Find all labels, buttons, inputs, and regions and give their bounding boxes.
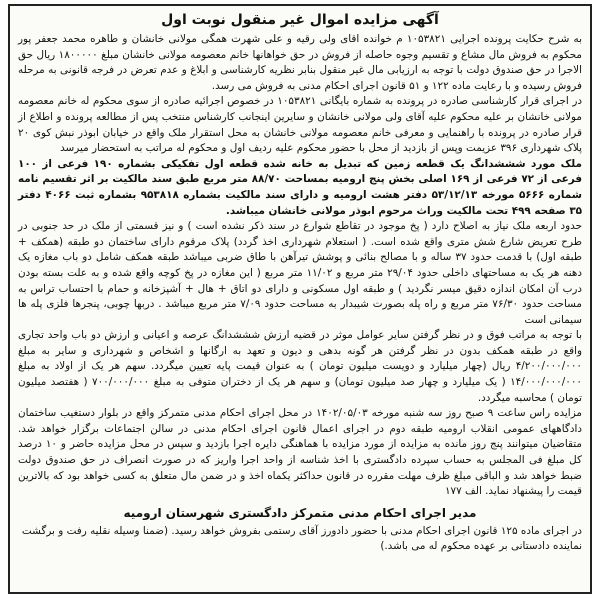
- notice-title: آگهی مزایده اموال غیر منقول نوبت اول: [161, 12, 439, 28]
- notice-footer: در اجرای ماده ۱۲۵ قانون اجرای احکام مدنی با حضور دادورز آقای رستمی بفروش خواهد رسید. (ضمنا وسیله نقلیه رفت و برگشت نماینده دادستانی بر عهده محکوم له می باشد.): [21, 524, 582, 553]
- notice-paragraph-boundaries: حدود اربعه ملک نیاز به اصلاح دارد ( پخ موجود در تقاطع شوارع در سند ذکر نشده است ) و نیز قسمتی از ملک در حد جنوبی در طرح تعریض شارع شش متری واقع شده است. ( استعلام شهرداری اخذ گردد) پلاک مرقوم دارای ساختمان دو طبقه (همکف + طبقه اول) با قدمت حدود ۳۷ ساله و با مصالح بنائی و پوشش تیرآهن با طاق ضربی میباشد طبقه همکف شامل دو باب مغازه یک دهنه هر یک به مساحتهای داخلی حدود ۲۹/۰۴ متر مربع و ۱۱/۰۲ متر مربع ( این مغازه در پخ کوچه واقع شده و به علت بسته بودن درب آن امکان اندازه دقیق میسر نگردید ) و طبقه اول مسکونی و دارای دو اتاق + هال + آشپزخانه و حمام با احتساب تراس به مساحت حدود ۷۶/۳۰ متر مربع و راه پله بصورت شیبدار به مساحت حدود ۷/۰۹ متر مربع میباشد . دربها چوبی، پنجرها فلزی پله ها سیمانی است: [18, 220, 582, 326]
- notice-paragraph-property: ملک مورد شششدانگ یک قطعه زمین که تبدیل به خانه شده قطعه اول تفکیکی بشماره ۱۹۰ فرعی از ۱۰۰ فرعی از ۷۲ فرعی از ۱۶۹ اصلی بخش پنج ارومیه بمساحت ۸۸/۷۰ متر مربع طبق سند مالکیت بر اثر تقسیم نامه شماره ۵۶۶۶ مورخه ۵۳/۱۲/۱۳ دفتر هشت ارومیه و دارای سند مالکیت بشماره ۹۵۳۸۱۸ بشماره ثبت ۴۰۶۶ دفتر ۳۵ صفحه ۴۹۹ تحت مالکیت وراث مرحوم ابوذر مولانی خانشان میباشد.: [18, 157, 582, 217]
- notice-paragraph-valuation: با توجه به مراتب فوق و در نظر گرفتن سایر عوامل موثر در قضیه ارزش شششدانگ عرصه و اعیانی و ارزش دو باب واحد تجاری واقع در طبقه همکف بدون در نظر گرفتن هر گونه بدهی و دیون و تعهد به ارگانها و اشخاص و شهرداری و سایر به مبلغ ۴/۲۰۰/۰۰۰/۰۰۰ ریال (چهار میلیارد و دویست میلیون تومان ) به عنوان قیمت پایه تعیین میگردد. سهم هر یک از اولاد به مبلغ ۱۴/۰۰۰/۰۰۰/۰۰۰ ( یک میلیارد و چهار صد میلیون تومان) و سهم هر یک از دختران متوفی به مبلغ ۷۰۰/۰۰۰/۰۰۰ ( هفتصد میلیون تومان ) محاسبه میگردد.: [18, 329, 582, 404]
- notice-paragraph-auction-details: مزایده راس ساعت ۹ صبح روز سه شنبه مورخه ۱۴۰۲/۰۵/۰۳ در محل اجرای احکام مدنی متمرکز واقع در بلوار دستغیب ساختمان دادگاههای عمومی انقلاب ارومیه طبقه دوم در اجرای اعمال قانون اجرای احکام مدنی در سالن اجتماعات برگزار خواهد شد. متقاضیان میتوانند پنج روز مانده به مزایده از مورد مزایده با هماهنگی دایره اجرا بازدید و سپس در محل مزایده حاضر و ۱۰ درصد کل مبلغ فی المجلس به حساب سپرده دادگستری با اخذ شناسه از واحد اجرا واریز که در صورت انصراف در حق صندوق دولت ضبط خواهد شد و الباقی مبلغ ظرف مهلت مقرره در قانون حداکثر یکماه اخذ و در ضمن مال متعلق به کسی خواهد بود که بالاترین قیمت را پیشنهاد نماید. الف ۱۷۷: [18, 407, 582, 498]
- notice-paragraph-intro: به شرح حکایت پرونده اجرایی ۱۰۵۳۸۲۱ م خوانده اقای ولی رقیه و علی شهرت همگی مولانی خانشان و طاهره محمد جعفر پور محکوم به فروش مال مشاع و تقسیم وجوه حاصله از فروش در حق خواهانها خانم معصومه مولانی خانشان مبلغ ۱۸۰۰۰۰۰ ریال حق الاجرا در حق صندوق دولت با توجه به ارزیابی مال غیر منقول بنابر نظریه کارشناسی و ابلاغ و عدم تعرض در فرجه قانونی به مرحله فروش رسیده و با رعایت ماده ۱۲۲ و ۵۱ قانون اجرای احکام مدنی به فروش می رسد.: [18, 33, 582, 92]
- notice-paragraph-expert-report: در اجرای قرار کارشناسی صادره در پرونده به شماره بایگانی ۱۰۵۳۸۲۱ در خصوص اجرائیه صادره از سوی محکوم له خانم معصومه مولانی خانشان بر علیه محکوم علیه آقای ولی مولانی خانشان و سایرین اینجانب کارشناس منتخب پس از مطالعه پرونده و اطلاع از قرار صادره در پرونده با راهنمایی و معرفی خانم معصومه مولانی خانشان به محل استقرار ملک واقع در خیابان ابوذر نبش کوی ۲۰ پلاک شهرداری ۳۹۶ عزیمت وپس از بازدید از محل با حضور محکوم علیه ردیف اول و محکوم له مراتب به استحضار میرسد: [18, 95, 582, 155]
- auction-notice: [8, 4, 592, 594]
- notice-signature: مدیر اجرای احکام مدنی متمرکز دادگستری شهرستان ارومیه: [123, 505, 477, 520]
